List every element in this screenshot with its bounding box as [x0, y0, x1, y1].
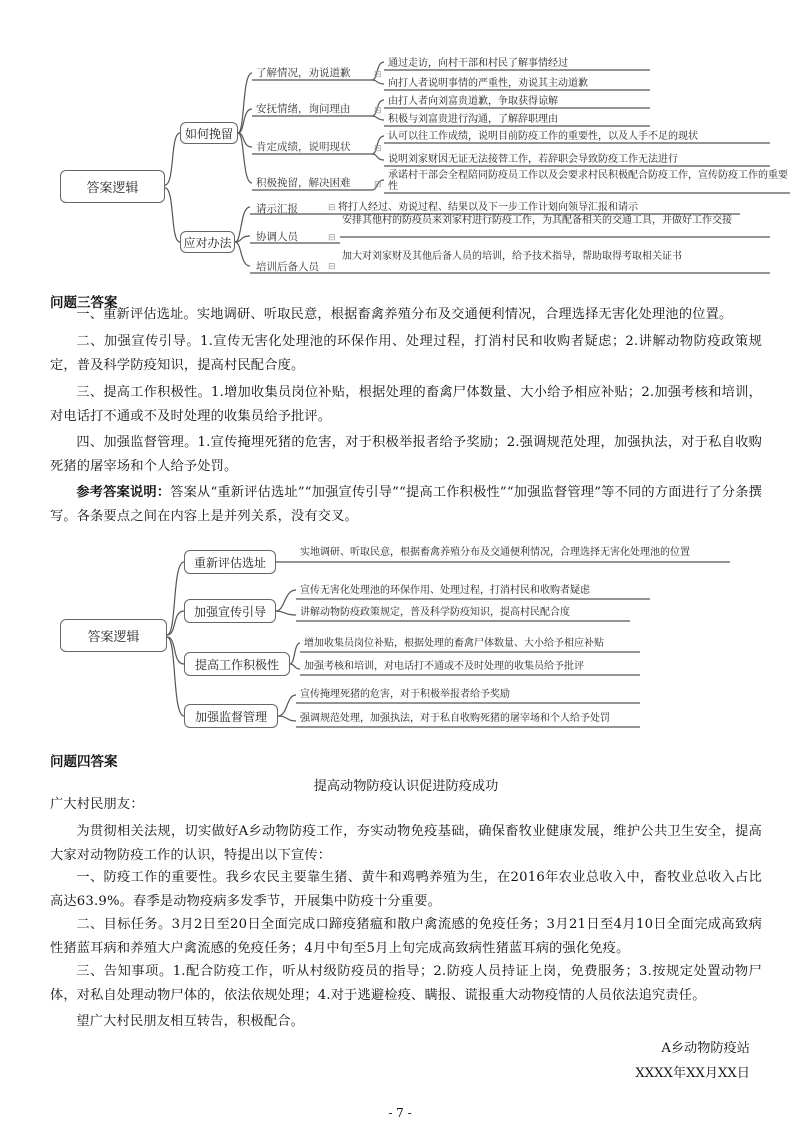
mindmap-1-sub-label: 安抚情绪，询问理由 [256, 103, 351, 115]
q3-heading: 问题三答案 [50, 295, 118, 311]
mindmap-1-sub-label: 了解情况，劝说道歉 [256, 67, 351, 79]
mindmap-1-root: 答案逻辑 [60, 170, 165, 203]
mindmap-2-branch-3: 提高工作积极性 [184, 652, 290, 676]
q3-paragraph: 四、加强监督管理。1.宣传掩埋死猪的危害，对于积极举报者给予奖励；2.强调规范处理，加强执法，对于私自收购死猪的屠宰场和个人给予处罚。 [50, 435, 762, 474]
q4-paragraph: 一、防疫工作的重要性。我乡农民主要靠生猪、黄牛和鸡鸭养殖为生，在2016年农业总收入中，畜牧业总收入占比高达63.9%。春季是动物疫病多发季节，开展集中防疫十分重要。 [50, 870, 762, 909]
mindmap-2-leaf: 宣传掩埋死猪的危害，对于积极举报者给予奖励 [300, 689, 510, 700]
q3-paragraph: 二、加强宣传引导。1.宣传无害化处理池的环保作用、处理过程，打消村民和收购者疑虑；2.讲解动物防疫政策规定，普及科学防疫知识，提高村民配合度。 [50, 334, 762, 373]
mindmap-1-branch-2: 应对办法 [180, 231, 235, 253]
q3-note-body: 答案从“重新评估选址”“加强宣传引导”“提高工作积极性”“加强监督管理”等不同的方面进行了分条撰写。各条要点之间在内容上是并列关系，没有交叉。 [50, 485, 763, 524]
mindmap-1-leaf: 加大对刘家财及其他后备人员的培训，给予技术指导，帮助取得考取相关证书 [342, 251, 682, 262]
mindmap-1-leaf: 认可以往工作成绩，说明目前防疫工作的重要性，以及人手不足的现状 [388, 131, 698, 142]
q4-salutation: 广大村民朋友： [50, 797, 144, 812]
mindmap-1-sub-label: 请示汇报 [256, 203, 298, 215]
q4-paragraph: 望广大村民朋友相互转告，积极配合。 [76, 1014, 304, 1029]
q4-signature: A乡动物防疫站 [661, 1041, 750, 1056]
mindmap-1-leaf: 说明刘家财因无证无法接替工作，若辞职会导致防疫工作无法进行 [388, 154, 678, 165]
q4-paragraph: 为贯彻相关法规，切实做好A乡动物防疫工作，夯实动物免疫基础，确保畜牧业健康发展，维护公共卫生安全，提高大家对动物防疫工作的认识，特提出以下宣传： [50, 824, 762, 863]
mindmap-1-connectors [0, 0, 800, 285]
mindmap-1 [0, 0, 800, 285]
q3-paragraph: 一、重新评估选址。实地调研、听取民意，根据畜禽养殖分布及交通便利情况，合理选择无害化处理池的位置。 [76, 307, 733, 322]
q3-note [50, 481, 762, 529]
mindmap-2-branch-2: 加强宣传引导 [184, 599, 276, 623]
mindmap-1-leaf: 将打人经过、劝说过程、结果以及下一步工作计划向领导汇报和请示 [338, 202, 638, 213]
mindmap-2-leaf: 讲解动物防疫政策规定，普及科学防疫知识，提高村民配合度 [300, 607, 570, 618]
mindmap-2-leaf: 宣传无害化处理池的环保作用、处理过程，打消村民和收购者疑虑 [300, 585, 590, 596]
mindmap-1-sub-label: 协调人员 [256, 231, 298, 243]
mindmap-1-leaf: 由打人者向刘富贵道歉，争取获得谅解 [388, 96, 558, 107]
mindmap-2-branch-4: 加强监督管理 [184, 704, 278, 728]
q4-date: XXXX年XX月XX日 [635, 1066, 750, 1081]
mindmap-2 [0, 535, 800, 735]
mindmap-1-sub-label: 培训后备人员 [256, 261, 319, 273]
connector [165, 133, 180, 185]
q3-paragraph: 三、提高工作积极性。1.增加收集员岗位补贴，根据处理的畜禽尸体数量、大小给予相应补贴；2.加强考核和培训，对电话打不通或不及时处理的收集员给予批评。 [50, 385, 762, 424]
mindmap-2-leaf: 加强考核和培训，对电话打不通或不及时处理的收集员给予批评 [304, 661, 584, 672]
q4-heading: 问题四答案 [50, 754, 118, 770]
q3-note-lead: 参考答案说明： [76, 485, 171, 500]
q4-paragraph: 二、目标任务。3月2日至20日全面完成口蹄疫猪瘟和散户禽流感的免疫任务；3月21日至4月10日全面完成高致病性猪蓝耳病和养殖大户禽流感的免疫任务；4月中旬至5月上旬完成高致病性猪蓝耳病的强化免疫。 [50, 917, 762, 956]
collapse-icon: ⊟ [328, 233, 336, 243]
mindmap-2-leaf: 实地调研、听取民意，根据畜禽养殖分布及交通便利情况，合理选择无害化处理池的位置 [300, 547, 690, 558]
q4-title: 提高动物防疫认识促进防疫成功 [313, 779, 499, 794]
mindmap-2-leaf: 增加收集员岗位补贴，根据处理的畜禽尸体数量、大小给予相应补贴 [304, 638, 604, 649]
mindmap-2-leaf: 强调规范处理，加强执法，对于私自收购死猪的屠宰场和个人给予处罚 [300, 713, 610, 724]
q4-paragraph: 三、告知事项。1.配合防疫工作，听从村级防疫员的指导；2.防疫人员持证上岗，免费服务；3.按规定处置动物尸体，对私自处理动物尸体的，依法依规处理；4.对于逃避检疫、瞒报、谎报重大动物疫情的人员依法追究责任。 [50, 964, 762, 1003]
collapse-icon: ⊟ [374, 144, 382, 154]
connector [165, 188, 180, 242]
mindmap-2-root: 答案逻辑 [60, 619, 167, 652]
collapse-icon: ⊟ [374, 106, 382, 116]
collapse-icon: ⊟ [328, 203, 336, 213]
mindmap-1-branch-1: 如何挽留 [180, 122, 238, 144]
mindmap-1-leaf: 通过走访，向村干部和村民了解事情经过 [388, 58, 568, 69]
collapse-icon: ⊟ [328, 262, 336, 272]
collapse-icon: ⊟ [374, 180, 382, 190]
collapse-icon: ⊟ [374, 70, 382, 80]
mindmap-1-leaf: 安排其他村的防疫员来刘家村进行防疫工作，为其配备相关的交通工具，并做好工作交接 [342, 215, 732, 226]
mindmap-1-leaf: 积极与刘富贵进行沟通，了解辞职理由 [388, 114, 558, 125]
mindmap-1-leaf: 向打人者说明事情的严重性，劝说其主动道歉 [388, 78, 588, 89]
mindmap-1-sub-label: 肯定成绩，说明现状 [256, 141, 351, 153]
page-number: - 7 - [388, 1106, 412, 1120]
mindmap-1-sub-label: 积极挽留，解决困难 [256, 177, 351, 189]
mindmap-2-branch-1: 重新评估选址 [184, 550, 276, 574]
mindmap-1-leaf: 承诺村干部会全程陪同防疫员工作以及会要求村民积极配合防疫工作，宣传防疫工作的重要性 [388, 170, 788, 192]
